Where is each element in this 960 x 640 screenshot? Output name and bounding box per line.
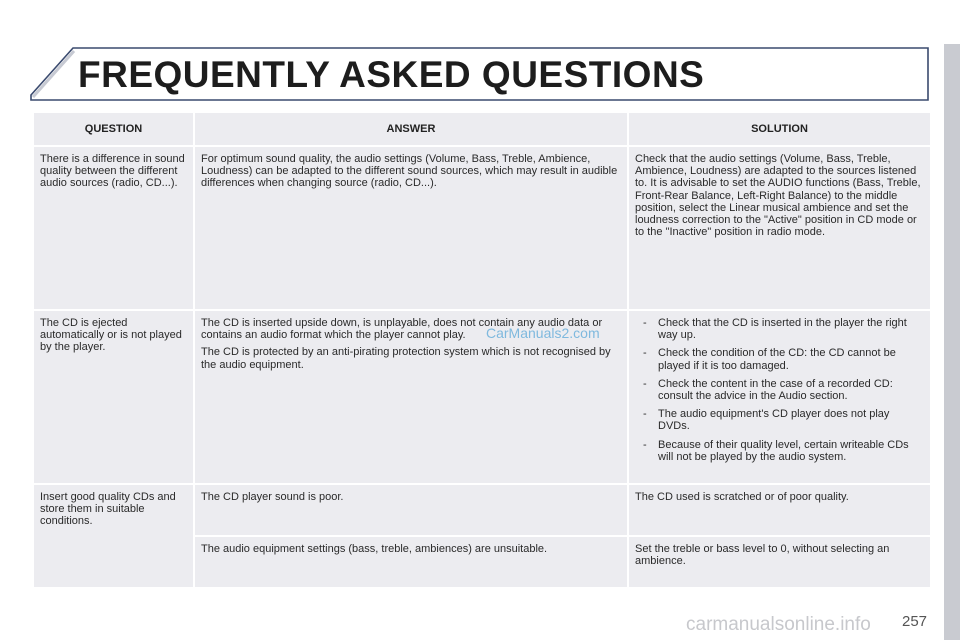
answer-paragraph: The CD is inserted upside down, is unplayable, does not contain any audio data or contains an audio format which the player cannot play. xyxy=(201,317,603,342)
answer-cell: For optimum sound quality, the audio settings (Volume, Bass, Treble, Ambience, Loudness) can be adapted to the different sound sources, which may result in audible differences when changing source (radio, CD...). xyxy=(194,146,628,310)
header-solution: SOLUTION xyxy=(628,112,931,146)
answer-cell: The CD player sound is poor. xyxy=(194,484,628,536)
page-title: FREQUENTLY ASKED QUESTIONS xyxy=(78,54,705,95)
solution-list xyxy=(635,317,924,463)
table-row xyxy=(33,484,931,536)
table-row xyxy=(33,310,931,484)
page-number: 257 xyxy=(902,613,928,630)
solution-item: - The audio equipment's CD player does not play DVDs. xyxy=(635,408,924,432)
solution-cell: Check that the audio settings (Volume, Bass, Treble, Ambience, Loudness) are adapted to the sources listened to. It is advisable to set the AUDIO functions (Bass, Treble, Front-Rear Balance, Left-Right Balance) to the middle position, select the Linear musical ambience and set the loudness correction to the "Active" position in CD mode or to the "Inactive" position in radio mode. xyxy=(628,146,931,310)
table-header-row xyxy=(33,112,931,146)
answer-cell: The audio equipment settings (bass, treble, ambiences) are unsuitable. xyxy=(194,536,628,588)
solution-cell xyxy=(628,310,931,484)
center-watermark: CarManuals2.com xyxy=(486,325,600,341)
table-row xyxy=(33,146,931,310)
header-question: QUESTION xyxy=(33,112,194,146)
answer-paragraph: The CD is protected by an anti-pirating protection system which is not recognised by the audio equipment. xyxy=(201,346,611,371)
solution-item: - Check that the CD is inserted in the player the right way up. xyxy=(635,317,924,341)
solution-item: - Check the condition of the CD: the CD cannot be played if it is too damaged. xyxy=(635,347,924,371)
solution-item: - Because of their quality level, certain writeable CDs will not be played by the audio system. xyxy=(635,439,924,463)
page-side-bar xyxy=(944,44,960,640)
solution-cell: The CD used is scratched or of poor quality. xyxy=(628,484,931,536)
faq-table xyxy=(32,111,932,589)
question-cell: The CD is ejected automatically or is not played by the player. xyxy=(33,310,194,484)
question-cell: Insert good quality CDs and store them in suitable conditions. xyxy=(33,484,194,588)
question-cell: There is a difference in sound quality between the different audio sources (radio, CD...). xyxy=(33,146,194,310)
header-answer: ANSWER xyxy=(194,112,628,146)
solution-item: - Check the content in the case of a recorded CD: consult the advice in the Audio section. xyxy=(635,378,924,402)
footer-watermark: carmanualsonline.info xyxy=(686,614,871,635)
solution-cell: Set the treble or bass level to 0, without selecting an ambience. xyxy=(628,536,931,588)
